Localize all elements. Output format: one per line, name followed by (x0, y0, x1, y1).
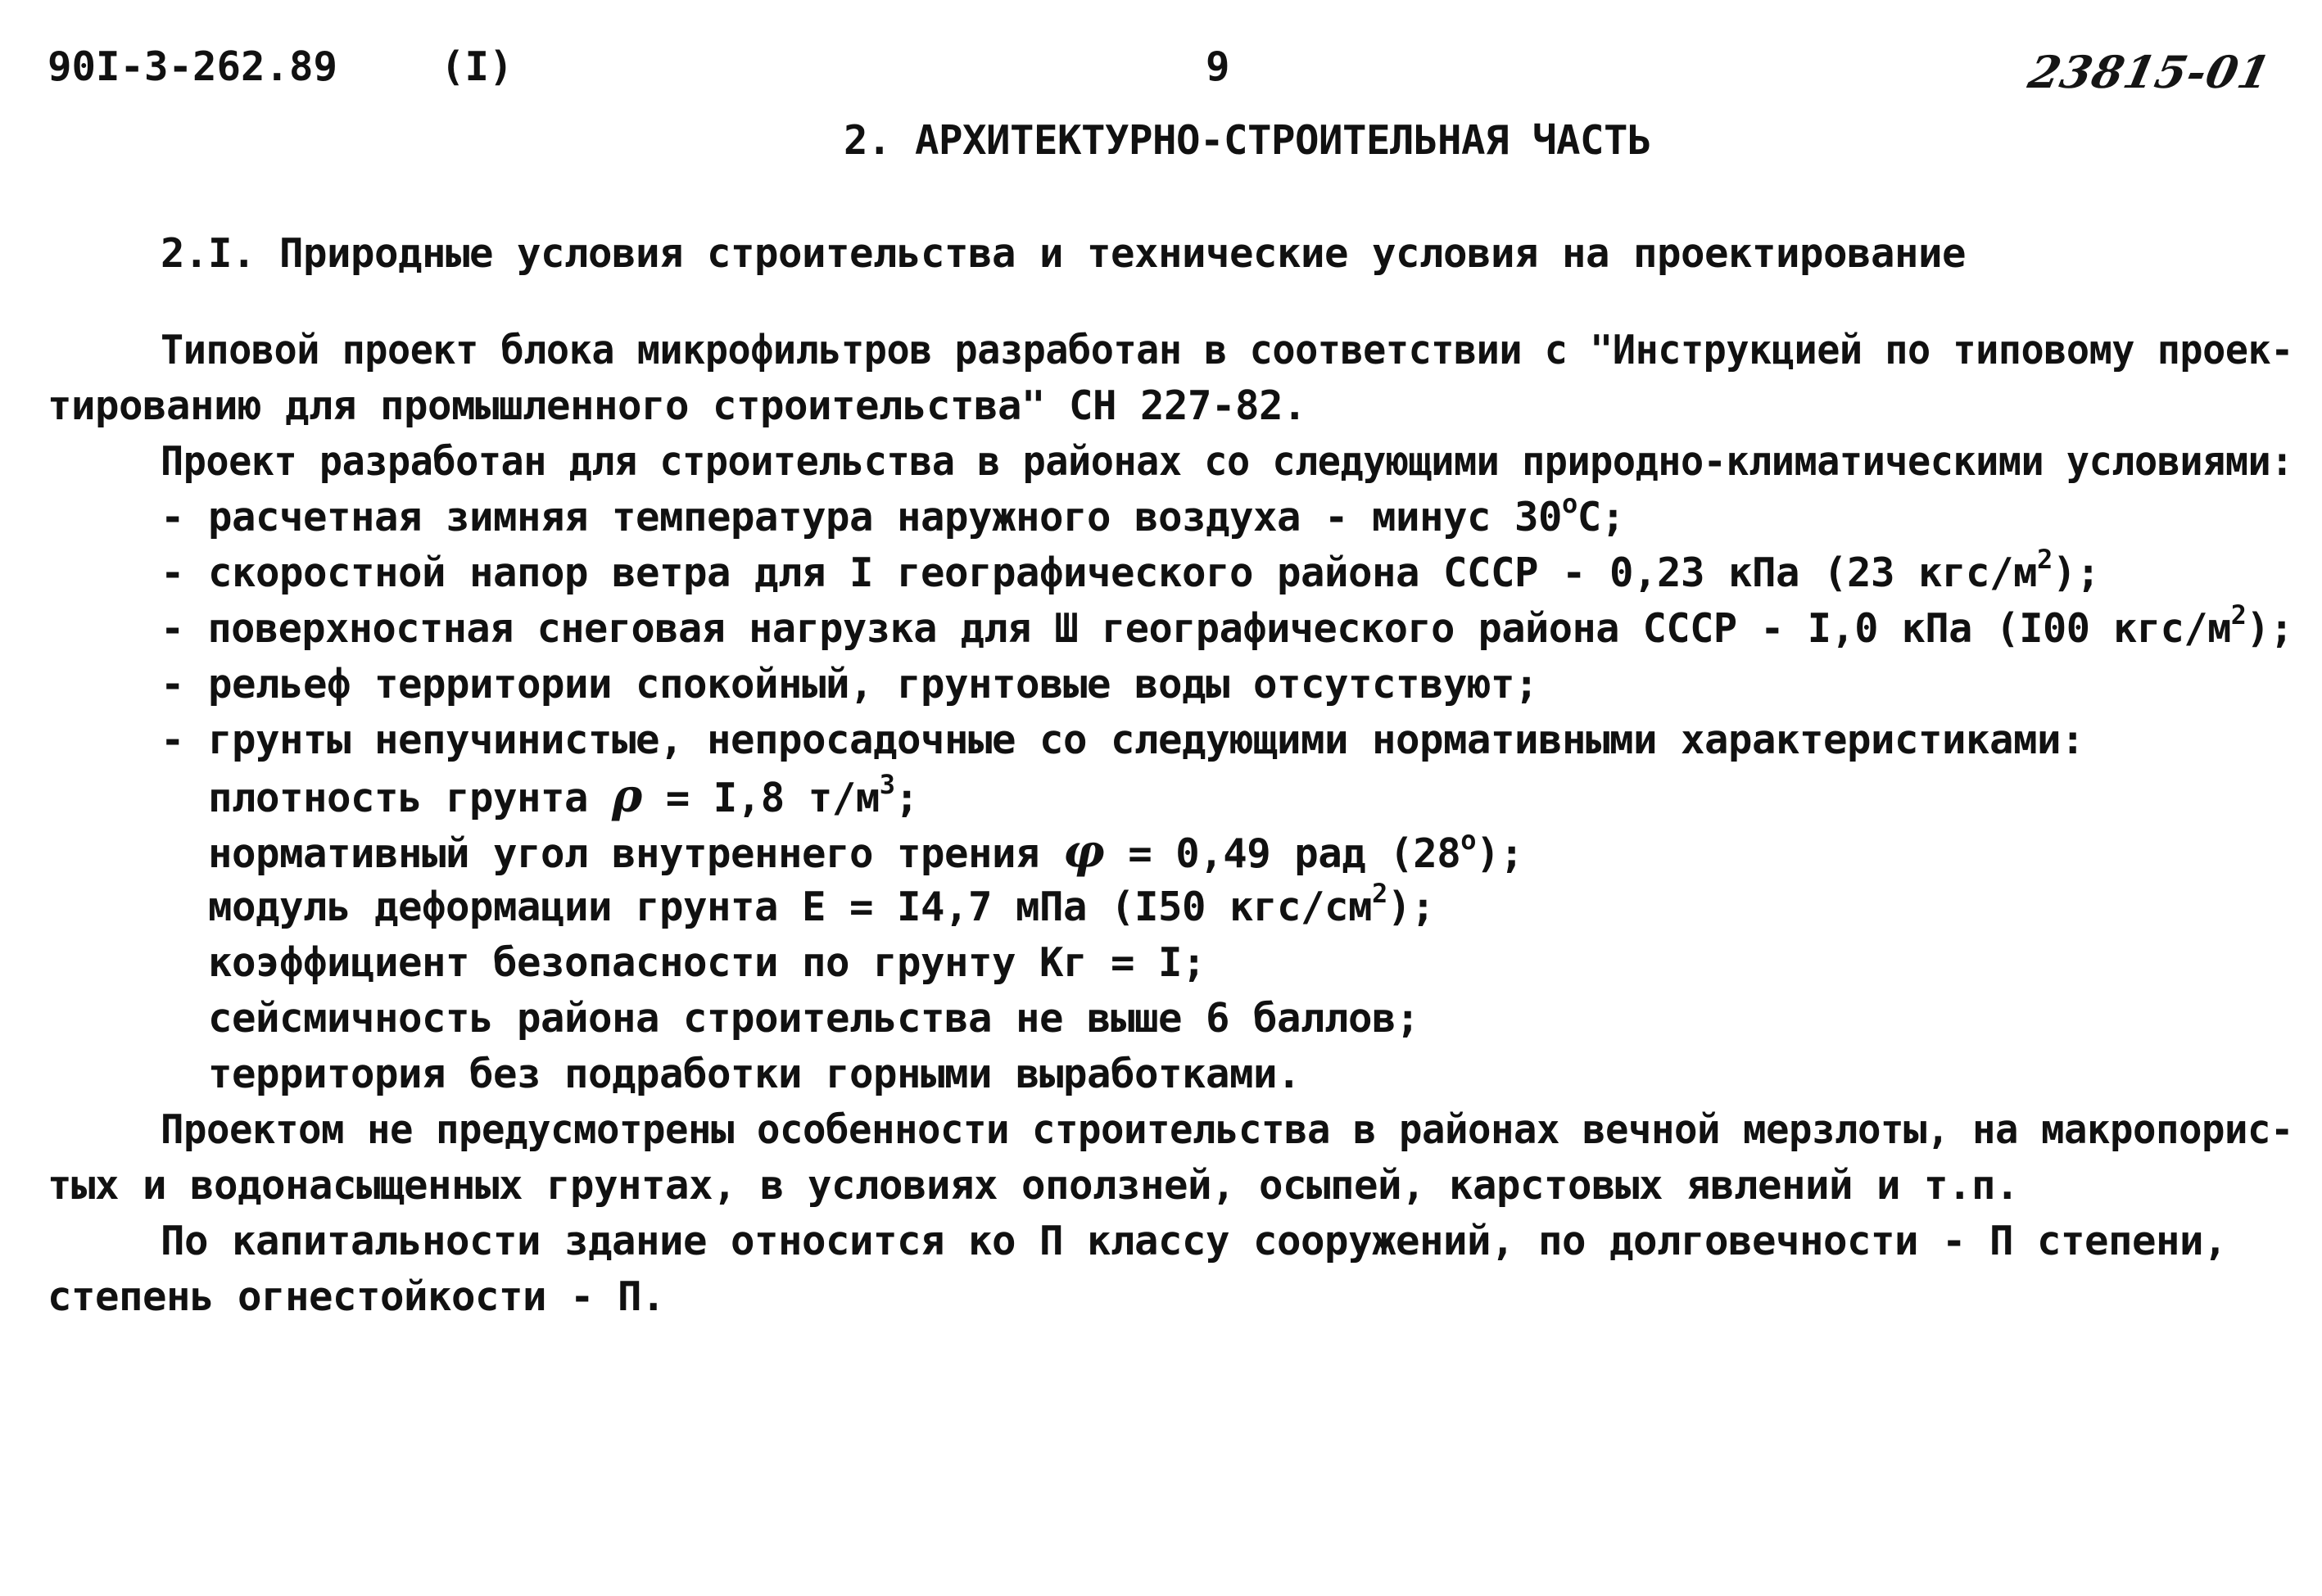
soil-safety-factor: коэффициент безопасности по грунту Кг = I; (208, 939, 1206, 986)
paragraph-1-line-1: Типовой проект блока микрофильтров разработан в соответствии с "Инструкцией по типовому проек- (161, 327, 2293, 373)
subsection-title: 2.I. Природные условия строительства и технические условия на проектирование (161, 230, 1967, 277)
inventory-number: 23815-01 (2024, 46, 2276, 98)
paragraph-1-line-2: тированию для промышленного строительства" СН 227-82. (48, 382, 1307, 429)
soil-undermining: территория без подработки горными выработками. (208, 1051, 1301, 1097)
soil-deformation-modulus: модуль деформации грунта Е = I4,7 мПа (I50 кгс/$см^2$); (208, 878, 1435, 930)
condition-soils: - грунты непучинистые, непросадочные со следующими нормативными характеристиками: (161, 717, 2085, 763)
doc-part: (I) (441, 43, 514, 90)
condition-wind: - скоростной напор ветра для I географического района СССР - 0,23 кПа (23 кгс/$м^2$); (161, 544, 2100, 596)
paragraph-3-line-2: тых и водонасыщенных грунтах, в условиях оползней, осыпей, карстовых явлений и т.п. (48, 1162, 2020, 1209)
paragraph-4-line-1: По капитальности здание относится ко П классу сооружений, по долговечности - П степени, (161, 1218, 2228, 1264)
soil-friction-angle: нормативный угол внутреннего трения φ = 0,49 рад (28$^o$); (208, 825, 1523, 879)
soil-density: плотность грунта ρ = I,8 $т/м^3$; (208, 769, 919, 823)
paragraph-4-line-2: степень огнестойкости - П. (48, 1273, 666, 1320)
condition-snow: - поверхностная снеговая нагрузка для Ш географического района СССР - I,0 кПа (I00 кгс/$м^2$); (161, 599, 2293, 652)
condition-relief: - рельеф территории спокойный, грунтовые воды отсутствуют; (161, 661, 1539, 708)
paragraph-2-line-1: Проект разработан для строительства в районах со следующими природно-климатическими условиями: (161, 438, 2293, 485)
phi-symbol: φ (1063, 825, 1105, 879)
doc-code: 90I-3-262.89 (48, 43, 338, 90)
soil-seismicity: сейсмичность района строительства не выше 6 баллов; (208, 995, 1420, 1042)
section-title: 2. АРХИТЕКТУРНО-СТРОИТЕЛЬНАЯ ЧАСТЬ (844, 117, 1652, 164)
paragraph-3-line-1: Проектом не предусмотрены особенности строительства в районах вечной мерзлоты, на макропорис- (161, 1106, 2293, 1153)
condition-temperature: - расчетная зимняя температура наружного воздуха - минус 30$^o$С; (161, 488, 1625, 540)
page-number: 9 (1206, 43, 1230, 90)
rho-symbol: ρ (612, 769, 642, 823)
